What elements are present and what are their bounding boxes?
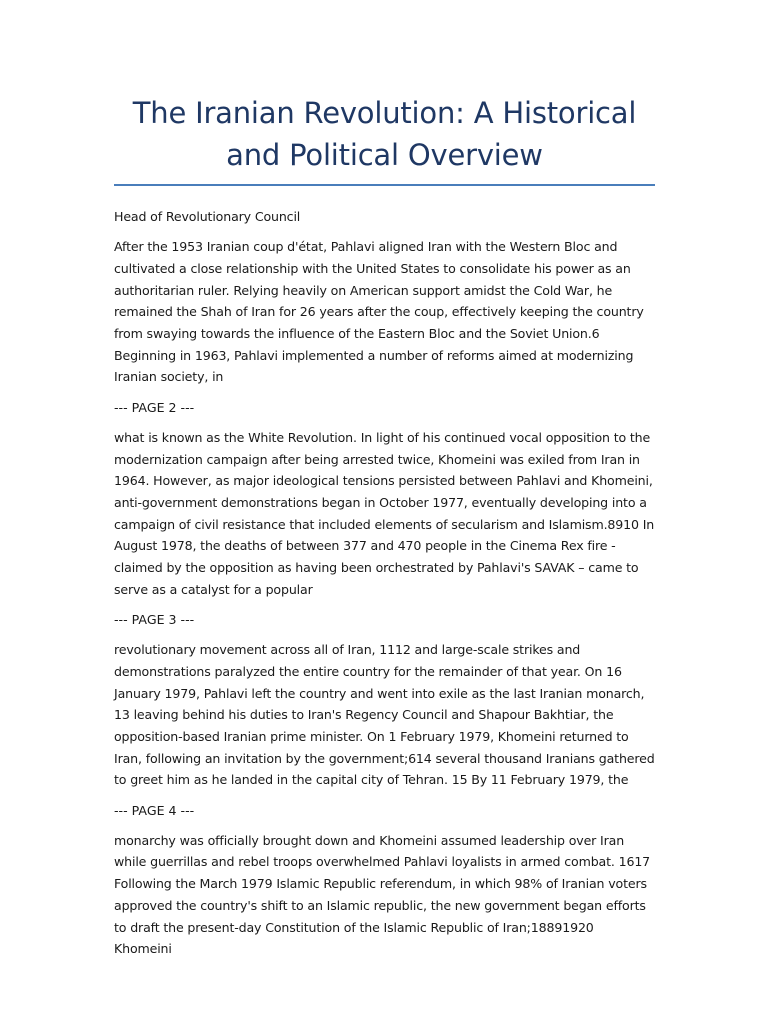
document-title: The Iranian Revolution: A Historical and Political Overview bbox=[132, 96, 637, 172]
paragraph-4: monarchy was officially brought down and Khomeini assumed leadership over Iran while guerrillas and rebel troops overwhelmed Pahlavi loyalists in armed combat. 1617 Following the March 1979 Islamic Republic referendum, in which 98% of Iranian voters approved the country's shift to an Islamic republic, the new government began efforts to draft the present-day Constitution of the Islamic Republic of Iran;18891920 Khomeini bbox=[114, 832, 651, 957]
page-marker-3: --- PAGE 3 --- bbox=[114, 611, 195, 627]
paragraph-2: what is known as the White Revolution. In light of his continued vocal opposition to the modernization campaign after being arrested twice, Khomeini was exiled from Iran in 1964. However, as major ideological tensions persisted between Pahlavi and Khomeini, anti-government demonstrations began in October 1977, eventually developing into a campaign of civil resistance that included elements of secularism and Islamism.8910 In August 1978, the deaths of between 377 and 470 people in the Cinema Rex fire - claimed by the opposition as having been orchestrated by Pahlavi's SAVAK – came to serve as a catalyst for a popular bbox=[114, 429, 655, 597]
paragraph-1: After the 1953 Iranian coup d'état, Pahlavi aligned Iran with the Western Bloc and cultivated a close relationship with the United States to consolidate his power as an authoritarian ruler. Relying heavily on American support amidst the Cold War, he remained the Shah of Iran for 26 years after the coup, effectively keeping the country from swaying towards the influence of the Eastern Bloc and the Soviet Union.6 Beginning in 1963, Pahlavi implemented a number of reforms aimed at modernizing Iranian society, in bbox=[114, 239, 644, 385]
page-marker-4: --- PAGE 4 --- bbox=[114, 802, 195, 818]
subheading: Head of Revolutionary Council bbox=[114, 209, 301, 224]
document-page bbox=[114, 92, 655, 969]
paragraph-3: revolutionary movement across all of Iran, 1112 and large-scale strikes and demonstrations paralyzed the entire country for the remainder of that year. On 16 January 1979, Pahlavi left the country and went into exile as the last Iranian monarch, 13 leaving behind his duties to Iran's Regency Council and Shapour Bakhtiar, the opposition-based Iranian prime minister. On 1 February 1979, Khomeini returned to Iran, following an invitation by the government;614 several thousand Iranians gathered to greet him as he landed in the capital city of Tehran. 15 By 11 February 1979, the bbox=[114, 642, 655, 788]
title-divider bbox=[114, 184, 655, 186]
page-marker-2: --- PAGE 2 --- bbox=[114, 399, 195, 415]
